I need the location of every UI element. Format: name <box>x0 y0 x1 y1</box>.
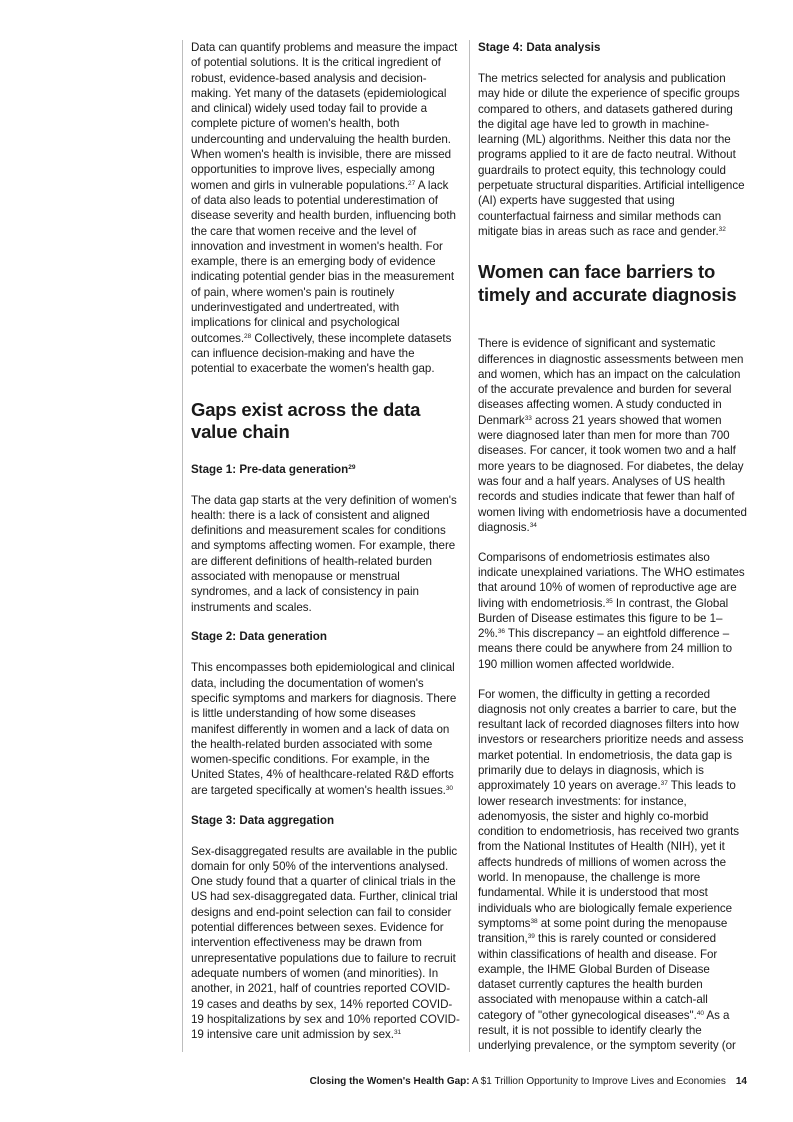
footer-title-rest: A $1 Trillion Opportunity to Improve Lives and Economies <box>469 1076 726 1087</box>
footnote-ref: 40 <box>696 1009 704 1017</box>
footnote-ref: 33 <box>524 414 532 422</box>
diagnosis-paragraph-2: Comparisons of endometriosis estimates also indicate unexplained variations. The WHO estimates that around 10% of women of reproductive age are living with endometriosis.$^{35}$ In contrast, the Global Burden of Disease estimates this figure to be 1–2%.$^{36}$ This discrepancy – an eightfold difference – means there could be anywhere from 24 million to 190 million women affected worldwide. <box>478 550 745 671</box>
footnote-ref: 34 <box>529 521 537 529</box>
footnote-ref: 28 <box>244 332 252 340</box>
footnote-ref: 27 <box>408 179 416 187</box>
stage3-text: Sex-disaggregated results are available in the public domain for only 50% of the interventions analysed. One study found that a quarter of clinical trials in the US had sex-disaggregated data. Further, clinical trial designs and end-point selection can fail to consider potential differences between sexes. Evidence for intervention effectiveness may be drawn from unrepresentative populations due to failure to recruit adequate numbers of women (and minorities). In another, in 2021, half of countries reported COVID-19 cases and deaths by sex, 14% reported COVID-19 hospitalizations by sex and 10% reported COVID-19 intensive care unit admission by sex.$^{31}$ <box>191 844 460 1042</box>
stage4-text: The metrics selected for analysis and publication may hide or dilute the experience of specific groups compared to others, and datasets gathered during the digital age have led to growth in machine-learning (ML) algorithms. Neither this data nor the programs applied to it are de facto neutral. Without guardrails to protect equity, this technology could perpetuate structural disparities. Artificial intelligence (AI) experts have suggested that using counterfactual fairness and similar methods can mitigate bias in areas such as race and gender.$^{32}$ <box>478 72 745 238</box>
footnote-ref: 31 <box>393 1029 402 1037</box>
stage1-text: The data gap starts at the very definition of women's health: there is a lack of consistent and aligned definitions and measurement scales for conditions and symptoms affecting women. For example, there are different definitions of health-related burden associated with menopause or menstrual syndromes, and a lack of consistency in pain instruments and scales. <box>191 493 457 614</box>
right-column <box>469 40 748 1052</box>
section-heading-gaps: Gaps exist across the data value chain <box>191 398 421 443</box>
footnote-ref: 29 <box>348 463 356 471</box>
footnote-ref: 35 <box>605 597 613 605</box>
stage3-title: Stage 3: Data aggregation <box>191 813 335 827</box>
diagnosis-paragraph-1: There is evidence of significant and systematic differences in diagnostic assessments between men and women, which has an impact on the calculation of the accurate prevalence and burden for several diseases affecting women. A study conducted in Denmark$^{33}$ across 21 years showed that women were diagnosed later than men for more than 700 diseases. For cancer, it took women two and a half more years to be diagnosed. For diabetes, the delay was four and a half years. Analyses of US health records and studies indicate that fewer than half of women living with endometriosis have a documented diagnosis.$^{34}$ <box>478 337 747 534</box>
footnote-ref: 39 <box>527 933 535 941</box>
diagnosis-paragraph-3: For women, the difficulty in getting a recorded diagnosis not only creates a barrier to care, but the resultant lack of recorded diagnoses filters into how investors or researchers prioritize needs and assess market potential. In endometriosis, the data gap is primarily due to delays in diagnosis, which is approximately 10 years on average.$^{37}$ This leads to lower research investments: for instance, adenomyosis, the sister and highly co-morbid condition to endometriosis, has received two grants from the National Institutes of Health (NIH), yet it affects hundreds of millions of women across the world. In menopause, the challenge is more fundamental. While it is understood that most individuals who are biologically female experience symptoms$^{38}$ at some point during the menopause transition,$^{39}$ this is rarely counted or considered within classifications of health and disease. For example, the IHME Global Burden of Disease dataset currently captures the health burden associated with menopause within a catch-all category of "other gynecological diseases".$^{40}$ As a result, it is not possible to identify clearly the underlying prevalence, or the symptom severity (or <box>478 687 744 1053</box>
footnote-ref: 30 <box>445 784 453 792</box>
footnote-ref: 37 <box>660 780 668 788</box>
footer-title-bold: Closing the Women's Health Gap: <box>309 1076 470 1087</box>
stage4-title: Stage 4: Data analysis <box>478 41 601 54</box>
footnote-ref: 32 <box>718 225 726 233</box>
stage2-text: This encompasses both epidemiological and clinical data, including the documentation of women's specific symptoms and markers for diagnosis. There is little understanding of how some diseases manifest differently in women and a lack of data on the health-related burden associated with some women-specific conditions. For example, in the United States, 4% of healthcare-related R&D efforts are targeted specifically at women's health issues.$^{30}$ <box>191 661 457 797</box>
intro-paragraph: Data can quantify problems and measure the impact of potential solutions. It is the critical ingredient of robust, evidence-based analysis and decision-making. Yet many of the datasets (epidemiological and clinical) widely used today fail to provide a complete picture of women's health, both undercounting and undervaluing the health burden. When women's health is invisible, there are missed opportunities to improve lives, especially among women and girls in vulnerable populations.$^{27}$ A lack of data also leads to potential underestimation of disease severity and health burden, influencing both the care that women receive and the level of innovation and investment in women's health. For example, there is an emerging body of evidence indicating potential gender bias in the measurement of pain, where women's pain is routinely underinvestigated and undertreated, with implications for clinical and psychological outcomes.$^{28}$ Collectively, these incomplete datasets can influence decision-making and have the potential to exacerbate the women's health gap. <box>191 41 458 376</box>
stage1-title: Stage 1: Pre-data generation$^{29}$ <box>191 462 356 476</box>
page-number: 14 <box>735 1076 747 1087</box>
page-footer <box>310 1076 747 1088</box>
left-column <box>182 40 461 1052</box>
section-heading-diagnosis: Women can face barriers to timely and accurate diagnosis <box>478 261 737 305</box>
footnote-ref: 38 <box>530 917 538 925</box>
footnote-ref: 36 <box>497 628 505 636</box>
stage2-title: Stage 2: Data generation <box>191 630 327 644</box>
